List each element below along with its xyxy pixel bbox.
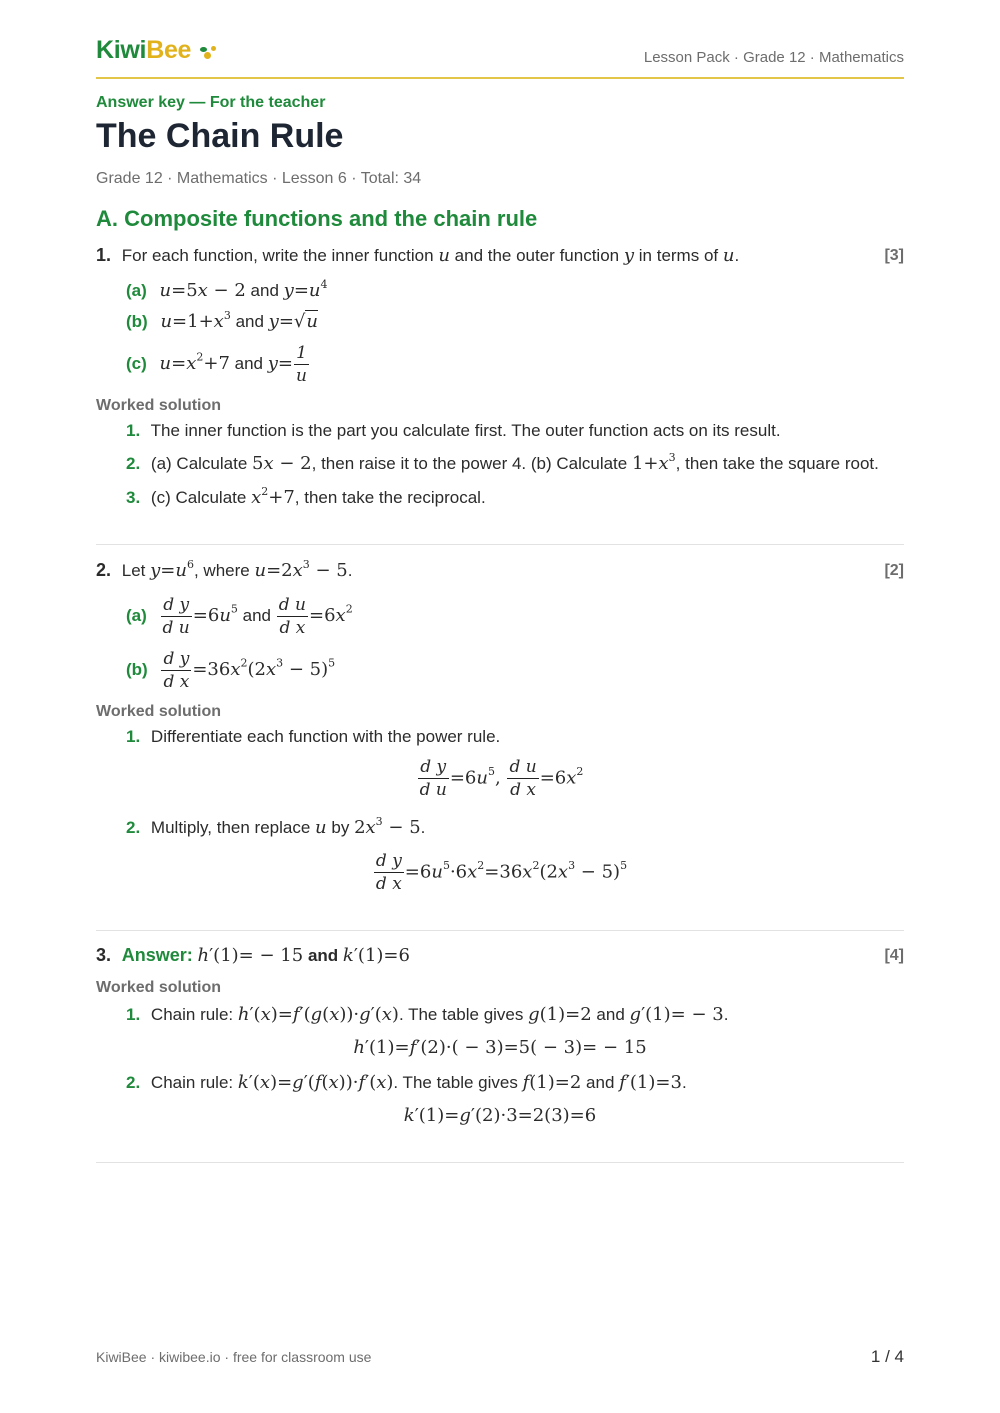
step-text: and [586, 1073, 615, 1092]
question-2: 2. Let $y=u^6$, where $u=2x^3 - 5$. [2] [96, 557, 904, 581]
page-title: The Chain Rule [96, 117, 344, 155]
step-text: Multiply, then replace [150, 818, 311, 837]
footer-text: KiwiBee · kiwibee.io · free for classroom use [96, 1349, 372, 1365]
solution-step: 1. Chain rule: h′(x)=f′(g(x))·g′(x). The table gives g(1)=2 and g′(1)= − 3. [126, 1004, 729, 1025]
step-number: 1. [126, 421, 141, 440]
step-text: , then raise it to the power 4. (b) Calculate [311, 454, 628, 473]
question-number: 2. [96, 560, 112, 580]
answer-key-label: Answer key — For the teacher [96, 94, 326, 111]
answer-part: (b) $u=1+x^3$ and y=√u [126, 308, 318, 332]
connector-text: and [234, 353, 264, 373]
logo-dot-icon [204, 52, 211, 59]
step-number: 2. [126, 1073, 141, 1092]
step-number: 1. [126, 1005, 141, 1024]
equation-display: h′(1)=f′(2)·( − 3)=5( − 3)= − 15 [353, 1037, 647, 1058]
step-text: . The table gives [398, 1005, 524, 1024]
step-text: , then take the square root. [675, 454, 879, 473]
connector-text: and [235, 312, 264, 331]
question-number: 3. [96, 945, 112, 965]
question-text: Let [121, 561, 146, 580]
answer-label: Answer: [121, 945, 193, 965]
lesson-meta: Grade 12 · Mathematics · Lesson 6 · Total: 34 [96, 170, 422, 187]
question-3: 3. Answer: h′(1)= − 15 and k′(1)=6 [4] [96, 945, 904, 966]
step-number: 2. [126, 454, 141, 473]
kiwibee-logo: KiwiBee [96, 36, 191, 65]
step-text: by [331, 818, 350, 837]
equation-display: $\frac{\text{d y}}{\text{d u}}$ $=6u^5$, $\frac{\text{d u}}{\text{d x}}$ $=6x^2$ [419, 757, 584, 800]
answer-part: (b) $\frac{\text{d y}}{\text{d x}}$ $=36x^2(2x^3 - 5)^5$ [126, 649, 336, 692]
step-text: The inner function is the part you calculate first. The outer function acts on its result. [150, 421, 781, 440]
section-heading: A. Composite functions and the chain rule [96, 206, 538, 231]
solution-step [126, 421, 904, 441]
question-1: 1. For each function, write the inner function u and the outer function y in terms of u. [3] [96, 245, 904, 266]
divider [96, 1162, 904, 1163]
question-number: 1. [96, 245, 112, 265]
step-text: (c) Calculate [150, 488, 247, 507]
solution-step: 2. Multiply, then replace u by $2x^3 - 5$. [126, 814, 426, 838]
solution-step: 2. (a) Calculate 5x − 2, then raise it to the power 4. (b) Calculate $1+x^3$, then take the square root. [126, 450, 879, 474]
step-number: 1. [126, 727, 141, 746]
equation-display: k′(1)=g′(2)·3=2(3)=6 [403, 1105, 597, 1126]
step-text: Chain rule: [150, 1005, 234, 1024]
question-text: and the outer function [454, 246, 620, 265]
step-number: 3. [126, 488, 141, 507]
logo-dot-icon [211, 46, 216, 51]
solution-step [126, 727, 904, 747]
part-label: (a) [126, 605, 147, 625]
marks-badge: [4] [884, 947, 904, 964]
page-header [96, 36, 904, 79]
step-text: , then take the reciprocal. [294, 488, 486, 507]
connector-text: and [307, 946, 339, 965]
connector-text: and [242, 605, 272, 625]
part-label: (b) [126, 312, 148, 331]
solution-step: 3. (c) Calculate $x^2+7$, then take the reciprocal. [126, 484, 486, 508]
step-text: . The table gives [393, 1073, 518, 1092]
step-number: 2. [126, 818, 141, 837]
worked-solution-label: Worked solution [96, 397, 222, 414]
marks-badge: [2] [884, 562, 904, 579]
connector-text: and [250, 281, 279, 300]
breadcrumb: Lesson Pack · Grade 12 · Mathematics [643, 49, 904, 66]
answer-part: (a) u=5x − 2 and $y=u^4$ [126, 277, 328, 301]
question-text: in terms of [638, 246, 719, 265]
question-text: For each function, write the inner function [121, 246, 434, 265]
step-text: Differentiate each function with the power rule. [150, 727, 501, 746]
part-label: (c) [126, 353, 147, 373]
step-text: and [596, 1005, 625, 1024]
solution-step: 2. Chain rule: k′(x)=g′(f(x))·f′(x). The table gives f(1)=2 and f′(1)=3. [126, 1072, 687, 1093]
part-label: (b) [126, 659, 148, 679]
part-label: (a) [126, 281, 147, 300]
divider [96, 544, 904, 545]
worked-solution-label: Worked solution [96, 979, 222, 996]
step-text: (a) Calculate [150, 454, 248, 473]
marks-badge: [3] [884, 247, 904, 264]
worked-solution-label: Worked solution [96, 703, 222, 720]
divider [96, 930, 904, 931]
equation-display: $\frac{\text{d y}}{\text{d x}}$ $=6u^5\cdot 6x^2=36x^2(2x^3 - 5)^5$ [375, 851, 628, 894]
answer-part: (c) $u=x^2+7$ and y= $\frac{1}{u}$ [126, 343, 307, 386]
step-text: Chain rule: [150, 1073, 234, 1092]
question-text: , where [193, 561, 250, 580]
page-number: 1 / 4 [870, 1347, 904, 1366]
answer-part: (a) $\frac{\text{d y}}{\text{d u}}$ $=6u^5$ and $\frac{\text{d u}}{\text{d x}}$ $=6x^2$ [126, 595, 353, 638]
